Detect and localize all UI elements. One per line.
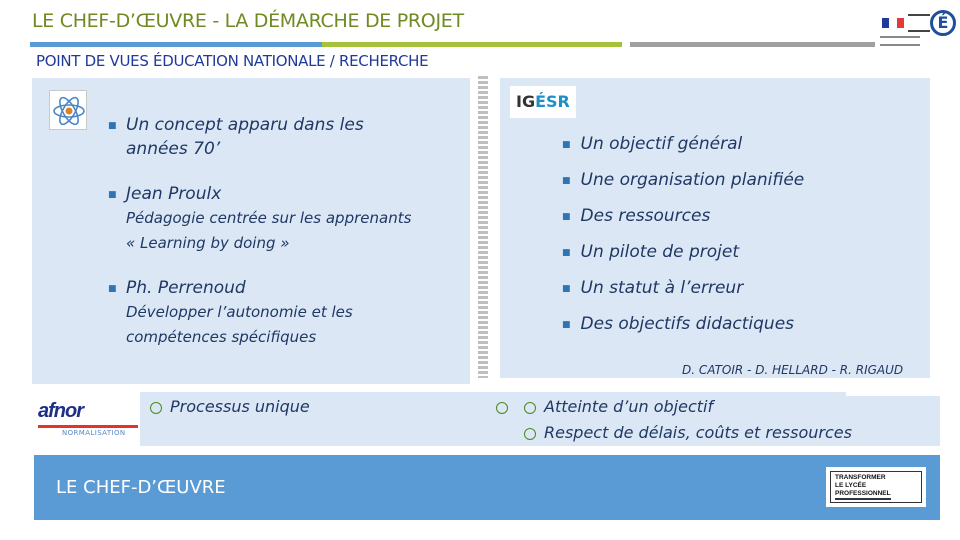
left-bullet-3-sub-1: Développer l’autonomie et les bbox=[126, 303, 353, 321]
footer-band bbox=[34, 455, 940, 520]
page-title: LE CHEF-D’ŒUVRE - LA DÉMARCHE DE PROJET bbox=[32, 10, 464, 32]
igesr-logo-prefix: IG bbox=[516, 92, 536, 111]
footer-title: LE CHEF-D’ŒUVRE bbox=[56, 477, 226, 498]
left-bullet-3 bbox=[126, 276, 353, 350]
badge-line-2: LE LYCÉE bbox=[835, 482, 867, 489]
bullet-square-icon: ■ bbox=[108, 284, 117, 294]
list-item: ■ Des objectifs didactiques bbox=[562, 314, 795, 334]
french-flag-icon bbox=[882, 18, 904, 28]
left-bullet-1 bbox=[126, 113, 364, 161]
igesr-logo-suffix: ÉSR bbox=[535, 92, 570, 111]
badge-line-3: PROFESSIONNEL bbox=[835, 490, 891, 500]
right-bullet-list bbox=[562, 132, 804, 348]
afnor-logo bbox=[36, 394, 140, 442]
process-item: Processus unique bbox=[150, 397, 310, 416]
list-item: ■ Des ressources bbox=[562, 206, 711, 226]
afnor-logo-word: afnor bbox=[38, 400, 83, 422]
education-e-icon: É bbox=[930, 10, 956, 36]
left-bullet-3-line-1: Ph. Perrenoud bbox=[126, 278, 246, 298]
list-item: ■ Une organisation planifiée bbox=[562, 170, 805, 190]
title-underline-green bbox=[322, 42, 622, 47]
bullet-square-icon: ■ bbox=[108, 121, 117, 131]
list-item: Atteinte d’un objectif bbox=[524, 397, 852, 423]
left-bullet-3-sub-2: compétences spécifiques bbox=[126, 328, 317, 346]
list-item: Respect de délais, coûts et ressources bbox=[524, 423, 852, 449]
circle-bullet-icon bbox=[496, 402, 508, 414]
circle-bullet-icon bbox=[150, 402, 162, 414]
left-bullet-1-line-1: Un concept apparu dans les bbox=[126, 115, 364, 135]
left-bullet-2-sub-1: Pédagogie centrée sur les apprenants bbox=[126, 209, 412, 227]
title-underline-blue bbox=[30, 42, 322, 47]
ministry-logo bbox=[878, 10, 956, 48]
project-items bbox=[524, 397, 852, 449]
list-item: ■ Un pilote de projet bbox=[562, 242, 739, 262]
left-bullet-2-sub-2: « Learning by doing » bbox=[126, 234, 290, 252]
left-bullet-2 bbox=[126, 182, 411, 256]
igesr-logo bbox=[510, 86, 576, 118]
page-subtitle: POINT DE VUES ÉDUCATION NATIONALE / RECHERCHE bbox=[36, 52, 429, 70]
afnor-logo-line bbox=[38, 425, 138, 428]
transformer-lycee-badge bbox=[826, 467, 926, 507]
bullet-square-icon: ■ bbox=[108, 190, 117, 200]
authors-credit: D. CATOIR - D. HELLARD - R. RIGAUD bbox=[682, 363, 904, 377]
panel-divider bbox=[478, 76, 488, 378]
list-item: ■ Un objectif général bbox=[562, 134, 743, 154]
badge-line-1: TRANSFORMER bbox=[835, 474, 886, 481]
list-item: ■ Un statut à l’erreur bbox=[562, 278, 744, 298]
afnor-logo-sub: NORMALISATION bbox=[62, 429, 126, 437]
ministry-text-mark bbox=[880, 36, 920, 46]
title-underline-grey bbox=[630, 42, 875, 47]
atom-icon bbox=[49, 90, 87, 130]
left-bullet-2-line-1: Jean Proulx bbox=[126, 184, 222, 204]
republique-text-mark bbox=[908, 14, 930, 32]
circle-bullet-icon bbox=[524, 402, 536, 414]
circle-bullet-icon bbox=[524, 428, 536, 440]
left-bullet-1-line-2: années 70’ bbox=[126, 139, 221, 159]
